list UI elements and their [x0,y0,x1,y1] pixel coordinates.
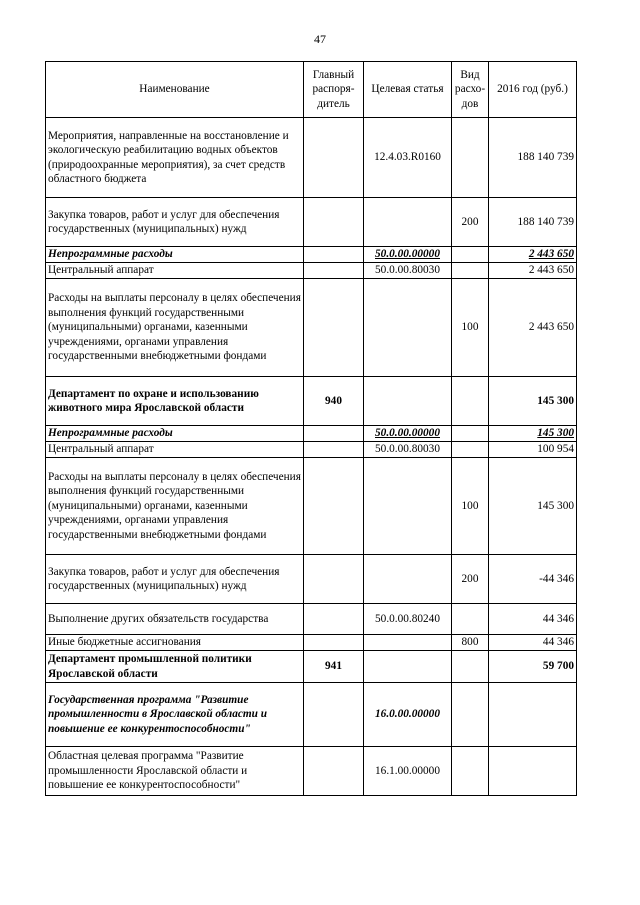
cell-amount: 44 346 [489,635,577,651]
table-row [46,247,577,263]
header-name: Наименование [46,62,304,118]
cell-target [364,555,452,604]
cell-amount: 2 443 650 [489,247,577,263]
cell-exp-type [452,442,489,458]
cell-admin [304,635,364,651]
cell-exp-type: 100 [452,279,489,377]
table-row [46,263,577,279]
page-number: 47 [314,32,326,46]
cell-exp-type [452,263,489,279]
cell-admin [304,118,364,198]
cell-target: 16.1.00.00000 [364,747,452,796]
cell-name: Иные бюджетные ассигнования [46,635,304,651]
cell-admin: 940 [304,377,364,426]
table-row [46,279,577,377]
cell-exp-type [452,426,489,442]
table-row [46,442,577,458]
cell-amount: 2 443 650 [489,263,577,279]
cell-target: 50.0.00.00000 [364,247,452,263]
header-admin: Главный распоря-дитель [304,62,364,118]
cell-admin [304,442,364,458]
cell-amount: 44 346 [489,604,577,635]
cell-amount [489,747,577,796]
cell-target: 50.0.00.00000 [364,426,452,442]
cell-amount: 100 954 [489,442,577,458]
cell-exp-type: 200 [452,198,489,247]
cell-name: Закупка товаров, работ и услуг для обеспечения государственных (муниципальных) нужд [46,555,304,604]
cell-target [364,635,452,651]
cell-admin [304,604,364,635]
cell-admin [304,747,364,796]
cell-target: 50.0.00.80240 [364,604,452,635]
cell-target: 12.4.03.R0160 [364,118,452,198]
cell-amount: 145 300 [489,458,577,555]
cell-amount: 59 700 [489,651,577,683]
table-row [46,458,577,555]
cell-exp-type: 800 [452,635,489,651]
cell-amount [489,683,577,747]
cell-name: Центральный аппарат [46,442,304,458]
cell-admin [304,555,364,604]
cell-target: 16.0.00.00000 [364,683,452,747]
cell-exp-type [452,118,489,198]
header-exp-type: Вид расхо-дов [452,62,489,118]
cell-name: Мероприятия, направленные на восстановление и экологическую реабилитацию водных объектов (природоохранные мероприятия), за счет средств областного бюджета [46,118,304,198]
cell-name: Областная целевая программа "Развитие промышленности Ярославской области и повышение ее конкурентоспособности" [46,747,304,796]
cell-name: Государственная программа "Развитие промышленности в Ярославской области и повышение ее конкурентоспособности" [46,683,304,747]
cell-target [364,458,452,555]
cell-exp-type [452,651,489,683]
cell-exp-type [452,377,489,426]
cell-exp-type: 200 [452,555,489,604]
cell-target [364,377,452,426]
cell-amount: 188 140 739 [489,198,577,247]
table-row [46,118,577,198]
cell-admin [304,198,364,247]
cell-name: Расходы на выплаты персоналу в целях обеспечения выполнения функций государственными (муниципальными) органами, казенными учреждениями, органами управления государственными внебюджетными фондами [46,458,304,555]
cell-name: Департамент по охране и использованию животного мира Ярославской области [46,377,304,426]
table-row [46,747,577,796]
cell-name: Выполнение других обязательств государства [46,604,304,635]
cell-name: Центральный аппарат [46,263,304,279]
cell-admin: 941 [304,651,364,683]
table-row [46,426,577,442]
cell-name: Расходы на выплаты персоналу в целях обеспечения выполнения функций государственными (муниципальными) органами, казенными учреждениями, органами управления государственными внебюджетными фондами [46,279,304,377]
cell-amount: -44 346 [489,555,577,604]
cell-name: Непрограммные расходы [46,247,304,263]
cell-name: Департамент промышленной политики Ярославской области [46,651,304,683]
table-row [46,635,577,651]
header-amount: 2016 год (руб.) [489,62,577,118]
table-row [46,683,577,747]
cell-amount: 188 140 739 [489,118,577,198]
cell-admin [304,279,364,377]
cell-exp-type [452,747,489,796]
cell-target [364,198,452,247]
table-header-row [46,62,577,118]
cell-exp-type [452,604,489,635]
cell-amount: 2 443 650 [489,279,577,377]
cell-name: Непрограммные расходы [46,426,304,442]
cell-amount: 145 300 [489,377,577,426]
header-target: Целевая статья [364,62,452,118]
cell-admin [304,426,364,442]
cell-amount: 145 300 [489,426,577,442]
cell-target: 50.0.00.80030 [364,442,452,458]
cell-exp-type: 100 [452,458,489,555]
cell-target [364,279,452,377]
cell-target: 50.0.00.80030 [364,263,452,279]
table-row [46,651,577,683]
cell-admin [304,683,364,747]
table-row [46,604,577,635]
cell-name: Закупка товаров, работ и услуг для обеспечения государственных (муниципальных) нужд [46,198,304,247]
table-row [46,377,577,426]
cell-admin [304,247,364,263]
cell-admin [304,263,364,279]
cell-exp-type [452,247,489,263]
cell-exp-type [452,683,489,747]
table-row [46,198,577,247]
cell-target [364,651,452,683]
budget-table [45,61,577,796]
cell-admin [304,458,364,555]
table-row [46,555,577,604]
